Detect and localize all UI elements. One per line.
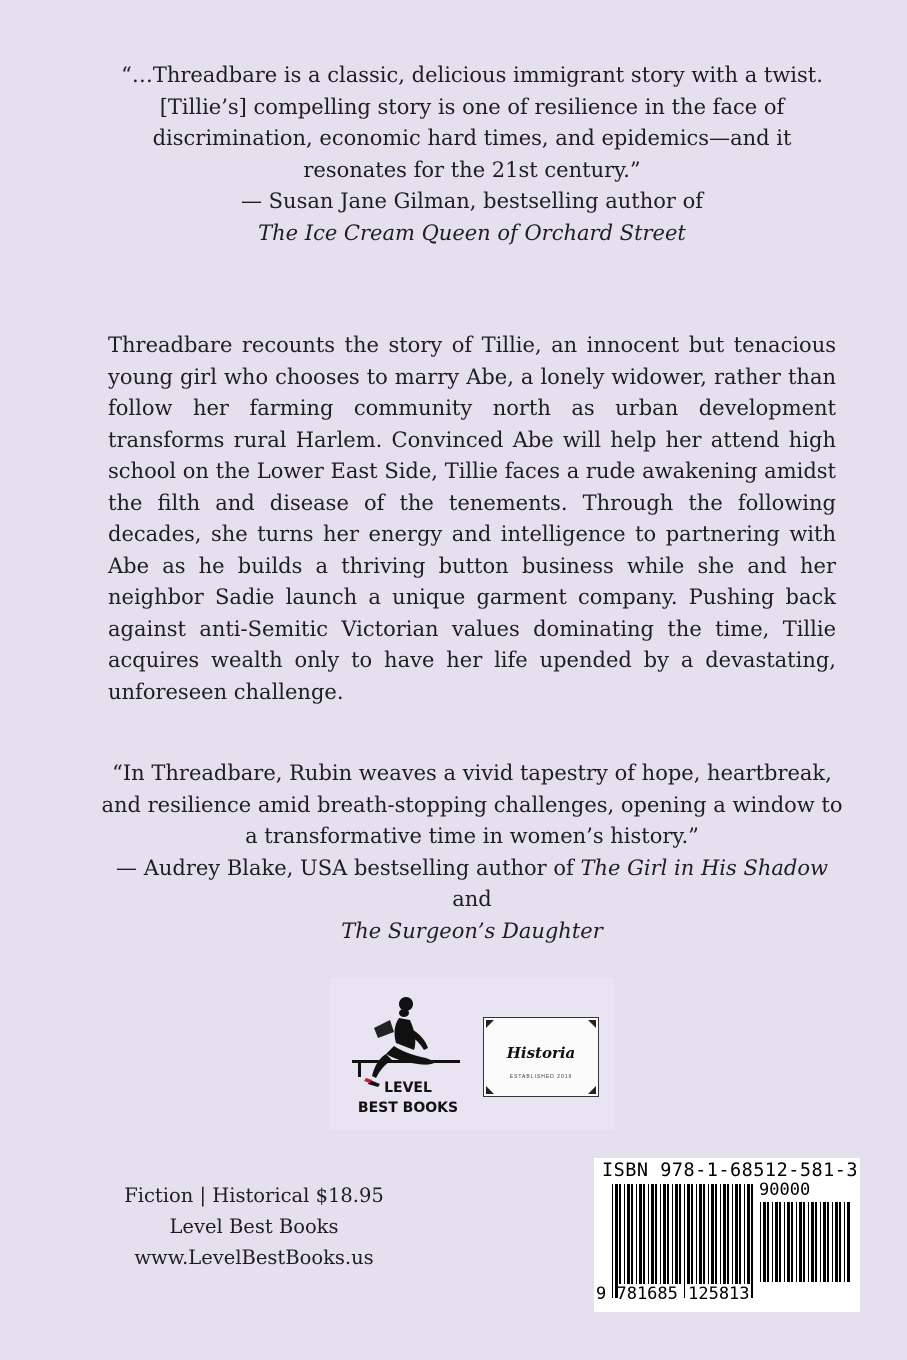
isbn-barcode [594, 1158, 860, 1312]
barcode-bar [803, 1202, 805, 1282]
corner-ornament-icon [486, 1086, 494, 1094]
barcode-bar [624, 1184, 625, 1284]
barcode-bar [648, 1184, 649, 1284]
barcode-bar [732, 1184, 733, 1284]
corner-ornament-icon [588, 1020, 596, 1028]
barcode-bar [696, 1184, 697, 1284]
bottom-quote-text: “In Threadbare, Rubin weaves a vivid tapestry of hope, heartbreak, and resilience amid breath-stopping challenges, opening a window to a transformative time in women’s history.” [101, 761, 843, 848]
barcode-bar [660, 1184, 661, 1284]
ean-barcode-bars [612, 1184, 754, 1298]
level-best-line1: LEVEL [384, 1080, 432, 1096]
category-price: Fiction | Historical $18.95 [124, 1184, 384, 1207]
barcode-bar [708, 1184, 709, 1284]
barcode-bar [627, 1184, 630, 1284]
barcode-bar [811, 1202, 814, 1282]
barcode-bar [672, 1184, 673, 1284]
barcode-bar [784, 1202, 785, 1282]
barcode-bar [691, 1184, 693, 1284]
barcode-bar [684, 1184, 685, 1298]
publisher-name: Level Best Books [169, 1215, 339, 1238]
barcode-bar [835, 1202, 838, 1282]
barcode-bar [639, 1184, 642, 1284]
barcode-bar [839, 1202, 841, 1282]
addon-digits: 90000 [759, 1180, 811, 1200]
barcode-bar [735, 1184, 738, 1284]
publisher-info [118, 1180, 390, 1273]
barcode-bar [827, 1202, 829, 1282]
barcode-bar [796, 1202, 797, 1282]
top-quote-author: — Susan Jane Gilman, bestselling author of [240, 189, 704, 213]
corner-ornament-icon [486, 1020, 494, 1028]
barcode-bar [663, 1184, 666, 1284]
barcode-bar [655, 1184, 657, 1284]
barcode-bar [751, 1184, 753, 1298]
barcode-bar [723, 1184, 726, 1284]
historia-name: Historia [506, 1044, 576, 1062]
barcode-bar [744, 1184, 745, 1284]
bottom-quote-book-title-2: The Surgeon’s Daughter [341, 918, 603, 943]
level-best-line2: BEST BOOKS [357, 1100, 459, 1116]
top-review-quote [100, 60, 844, 249]
barcode-bar [612, 1184, 613, 1298]
barcode-bar [643, 1184, 645, 1284]
barcode-bar [631, 1184, 633, 1284]
publisher-logos [330, 978, 614, 1130]
barcode-bar [847, 1202, 850, 1282]
publisher-website: www.LevelBestBooks.us [134, 1246, 374, 1269]
ean-digits: 9 781685 125813 [596, 1284, 750, 1304]
top-quote-text: “…Threadbare is a classic, delicious immigrant story with a twist. [Tillie’s] compelling story is one of resilience in the face of discrimination, economic hard times, and epidemics—and it resonates for the 21st century.” [121, 63, 823, 182]
barcode-bar [775, 1202, 778, 1282]
barcode-bar [787, 1202, 790, 1282]
barcode-bar [651, 1184, 654, 1284]
barcode-bar [760, 1202, 761, 1282]
barcode-bar [679, 1184, 681, 1284]
barcode-bar [720, 1184, 721, 1284]
barcode-bar [820, 1202, 821, 1282]
barcode-bar [767, 1202, 769, 1282]
barcode-bar [619, 1184, 621, 1284]
corner-ornament-icon [588, 1086, 596, 1094]
barcode-bar [779, 1202, 781, 1282]
bottom-quote-attribution [100, 853, 844, 948]
barcode-bar [703, 1184, 705, 1284]
barcode-bar [791, 1202, 793, 1282]
barcode-bar [711, 1184, 714, 1284]
barcode-bar [832, 1202, 833, 1282]
barcode-bar [687, 1184, 690, 1284]
book-description: Threadbare recounts the story of Tillie, an innocent but tenacious young girl who chooses to marry Abe, a lonely widower, rather than follow her farming community north as urban development transforms rural Harlem. Convinced Abe will help her attend high school on the Lower East Side, Tillie faces a rude awakening amidst the filth and disease of the tenements. Through the following decades, she turns her energy and intelligence to partnering with Abe as he builds a thriving button business while she and her neighbor Sadie launch a unique garment company. Pushing back against anti-Semitic Victorian values dominating the time, Tillie acquires wealth only to have her life upended by a devastating, unforeseen challenge. [108, 333, 836, 704]
barcode-bar [715, 1184, 717, 1284]
top-quote-book-title: The Ice Cream Queen of Orchard Street [258, 220, 686, 245]
barcode-bar [808, 1202, 809, 1282]
bottom-quote-conjunction: and [452, 887, 492, 911]
top-quote-attribution [100, 186, 844, 249]
barcode-bar [747, 1184, 750, 1284]
barcode-bar [844, 1202, 845, 1282]
barcode-bar [615, 1184, 618, 1298]
barcode-bar [763, 1202, 766, 1282]
barcode-bar [636, 1184, 637, 1284]
barcode-bar [772, 1202, 773, 1282]
barcode-bar [699, 1184, 702, 1284]
isbn-label: ISBN 978-1-68512-581-3 [602, 1160, 859, 1181]
barcode-bar [667, 1184, 669, 1284]
addon-barcode-bars [760, 1202, 850, 1282]
bottom-quote-author: — Audrey Blake, USA bestselling author of [116, 855, 574, 880]
barcode-bar [823, 1202, 826, 1282]
bottom-quote-book-title-1: The Girl in His Shadow [580, 855, 828, 880]
barcode-bar [675, 1184, 678, 1284]
historia-established: ESTABLISHED 2019 [509, 1074, 573, 1080]
barcode-bar [727, 1184, 729, 1284]
level-best-books-logo [344, 988, 464, 1118]
barcode-bar [739, 1184, 741, 1284]
barcode-bar [815, 1202, 817, 1282]
bottom-review-quote [100, 758, 844, 947]
historia-logo [483, 1017, 599, 1097]
barcode-bar [799, 1202, 802, 1282]
